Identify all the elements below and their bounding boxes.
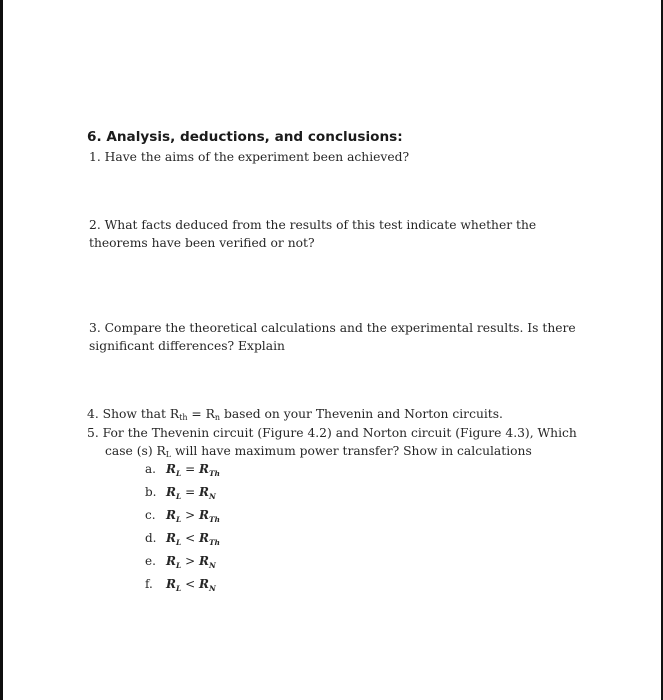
option-letter: f. xyxy=(145,577,153,591)
option-lhs: R xyxy=(166,531,176,545)
question-3-line-1: 3. Compare the theoretical calculations and the experimental results. Is there xyxy=(89,321,576,335)
option-lhs-sub: L xyxy=(175,492,182,501)
question-4-mid: = R xyxy=(187,407,215,421)
option-rhs-sub: N xyxy=(208,584,216,593)
option-a xyxy=(145,460,220,483)
option-c xyxy=(145,506,220,529)
option-letter: d. xyxy=(145,531,157,545)
option-d xyxy=(145,529,220,552)
option-f xyxy=(145,575,220,598)
option-rhs-sub: Th xyxy=(208,538,220,547)
option-lhs-sub: L xyxy=(175,538,182,547)
question-5-suffix: will have maximum power transfer? Show in calculations xyxy=(171,444,532,458)
question-3-line-2: significant differences? Explain xyxy=(89,339,285,353)
answer-options xyxy=(145,460,220,598)
question-4-suffix: based on your Thevenin and Norton circuits. xyxy=(220,407,503,421)
option-lhs: R xyxy=(166,508,176,522)
option-rhs-sub: Th xyxy=(208,515,220,524)
option-rhs-sub: N xyxy=(208,561,216,570)
option-operator: < xyxy=(181,531,199,545)
question-5-line-1: 5. For the Thevenin circuit (Figure 4.2) and Norton circuit (Figure 4.3), Which xyxy=(87,426,577,440)
option-rhs: R xyxy=(198,577,209,591)
question-5-sub-l: L xyxy=(165,450,172,459)
option-rhs: R xyxy=(198,554,209,568)
question-5-prefix: case (s) R xyxy=(105,444,166,458)
option-b xyxy=(145,483,220,506)
option-lhs-sub: L xyxy=(175,515,182,524)
question-4-prefix: 4. Show that R xyxy=(87,407,180,421)
option-lhs: R xyxy=(166,485,176,499)
option-rhs-sub: N xyxy=(208,492,216,501)
option-e xyxy=(145,552,220,575)
question-2-line-2: theorems have been verified or not? xyxy=(89,236,315,250)
option-letter: c. xyxy=(145,508,156,522)
option-rhs: R xyxy=(198,462,209,476)
option-lhs-sub: L xyxy=(175,561,182,570)
option-lhs: R xyxy=(166,554,176,568)
option-operator: > xyxy=(181,508,199,522)
option-letter: a. xyxy=(145,462,156,476)
question-4-sub-n: n xyxy=(214,413,221,422)
option-lhs-sub: L xyxy=(175,469,182,478)
question-2-line-1: 2. What facts deduced from the results of this test indicate whether the xyxy=(89,218,537,232)
question-1: 1. Have the aims of the experiment been achieved? xyxy=(89,150,410,164)
option-rhs-sub: Th xyxy=(208,469,220,478)
option-operator: = xyxy=(181,485,199,499)
section-heading: 6. Analysis, deductions, and conclusions: xyxy=(87,129,403,145)
option-operator: = xyxy=(181,462,199,476)
option-rhs: R xyxy=(198,531,209,545)
option-rhs: R xyxy=(198,485,209,499)
question-4-sub-th: th xyxy=(179,413,188,422)
option-letter: b. xyxy=(145,485,157,499)
option-operator: > xyxy=(181,554,199,568)
option-lhs-sub: L xyxy=(175,584,182,593)
option-lhs: R xyxy=(166,462,176,476)
option-rhs: R xyxy=(198,508,209,522)
option-lhs: R xyxy=(166,577,176,591)
option-letter: e. xyxy=(145,554,156,568)
option-operator: < xyxy=(181,577,199,591)
